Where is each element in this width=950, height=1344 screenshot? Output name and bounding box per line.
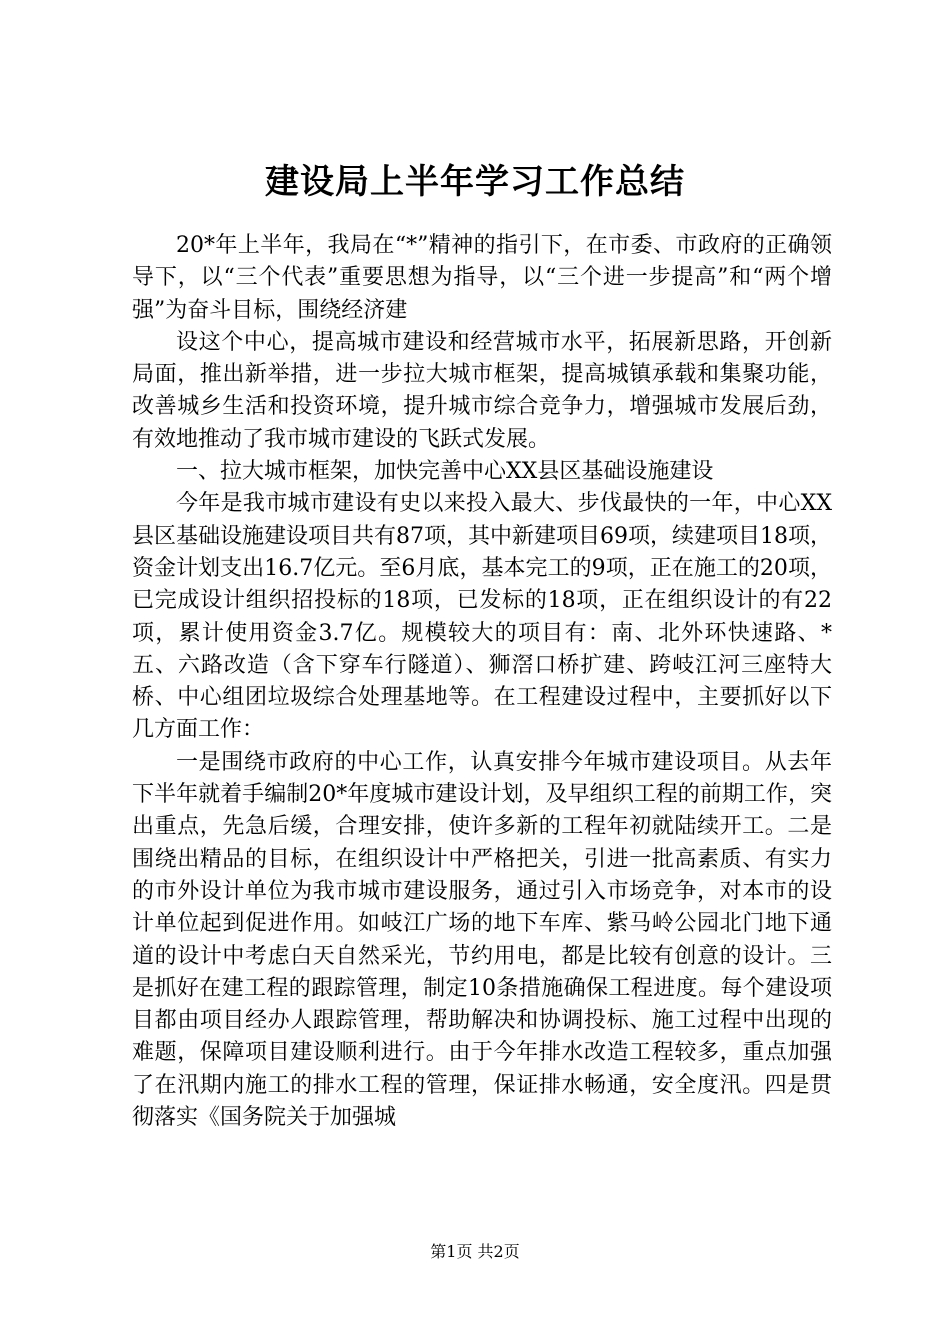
paragraph-overview: 设这个中心，提高城市建设和经营城市水平，拓展新思路，开创新局面，推出新举措，进一步拉大城市框架，提高城镇承载和集聚功能，改善城乡生活和投资环境，提升城市综合竞争力，增强城市发展后劲，有效地推动了我市城市建设的飞跃式发展。 — [132, 329, 832, 452]
paragraph-projects: 今年是我市城市建设有史以来投入最大、步伐最快的一年，中心XX县区基础设施建设项目共有87项，其中新建项目69项，续建项目18项，资金计划支出16.7亿元。至6月底，基本完工的9项，正在施工的20项，已完成设计组织招投标的18项，已发标的18项，正在组织设计的有22项，累计使用资金3.7亿。规模较大的项目有：南、北外环快速路、*五、六路改造（含下穿车行隧道）、狮滘口桥扩建、跨岐江河三座特大桥、中心组团垃圾综合处理基地等。在工程建设过程中，主要抓好以下几方面工作： — [132, 491, 832, 743]
page-footer: 第1页 共2页 — [430, 1242, 520, 1261]
paragraph-measures: 一是围绕市政府的中心工作，认真安排今年城市建设项目。从去年下半年就着手编制20*年度城市建设计划，及早组织工程的前期工作，突出重点，先急后缓，合理安排，使许多新的工程年初就陆续开工。二是围绕出精品的目标，在组织设计中严格把关，引进一批高素质、有实力的市外设计单位为我市城市建设服务，通过引入市场竞争，对本市的设计单位起到促进作用。如岐江广场的地下车库、紫马岭公园北门地下通道的设计中考虑白天自然采光，节约用电，都是比较有创意的设计。三是抓好在建工程的跟踪管理，制定10条措施确保工程进度。每个建设项目都由项目经办人跟踪管理，帮助解决和协调投标、施工过程中出现的难题，保障项目建设顺利进行。由于今年排水改造工程较多，重点加强了在汛期内施工的排水工程的管理，保证排水畅通，安全度汛。四是贯彻落实《国务院关于加强城 — [132, 749, 832, 1131]
paragraph-intro: 20*年上半年，我局在“*”精神的指引下，在市委、市政府的正确领导下，以“三个代表”重要思想为指导，以“三个进一步提高”和“两个增强”为奋斗目标，围绕经济建 — [132, 233, 832, 323]
section-heading-1: 一、拉大城市框架，加快完善中心XX县区基础设施建设 — [176, 459, 714, 485]
document-title: 建设局上半年学习工作总结 — [265, 162, 685, 202]
document-body — [132, 230, 832, 1134]
